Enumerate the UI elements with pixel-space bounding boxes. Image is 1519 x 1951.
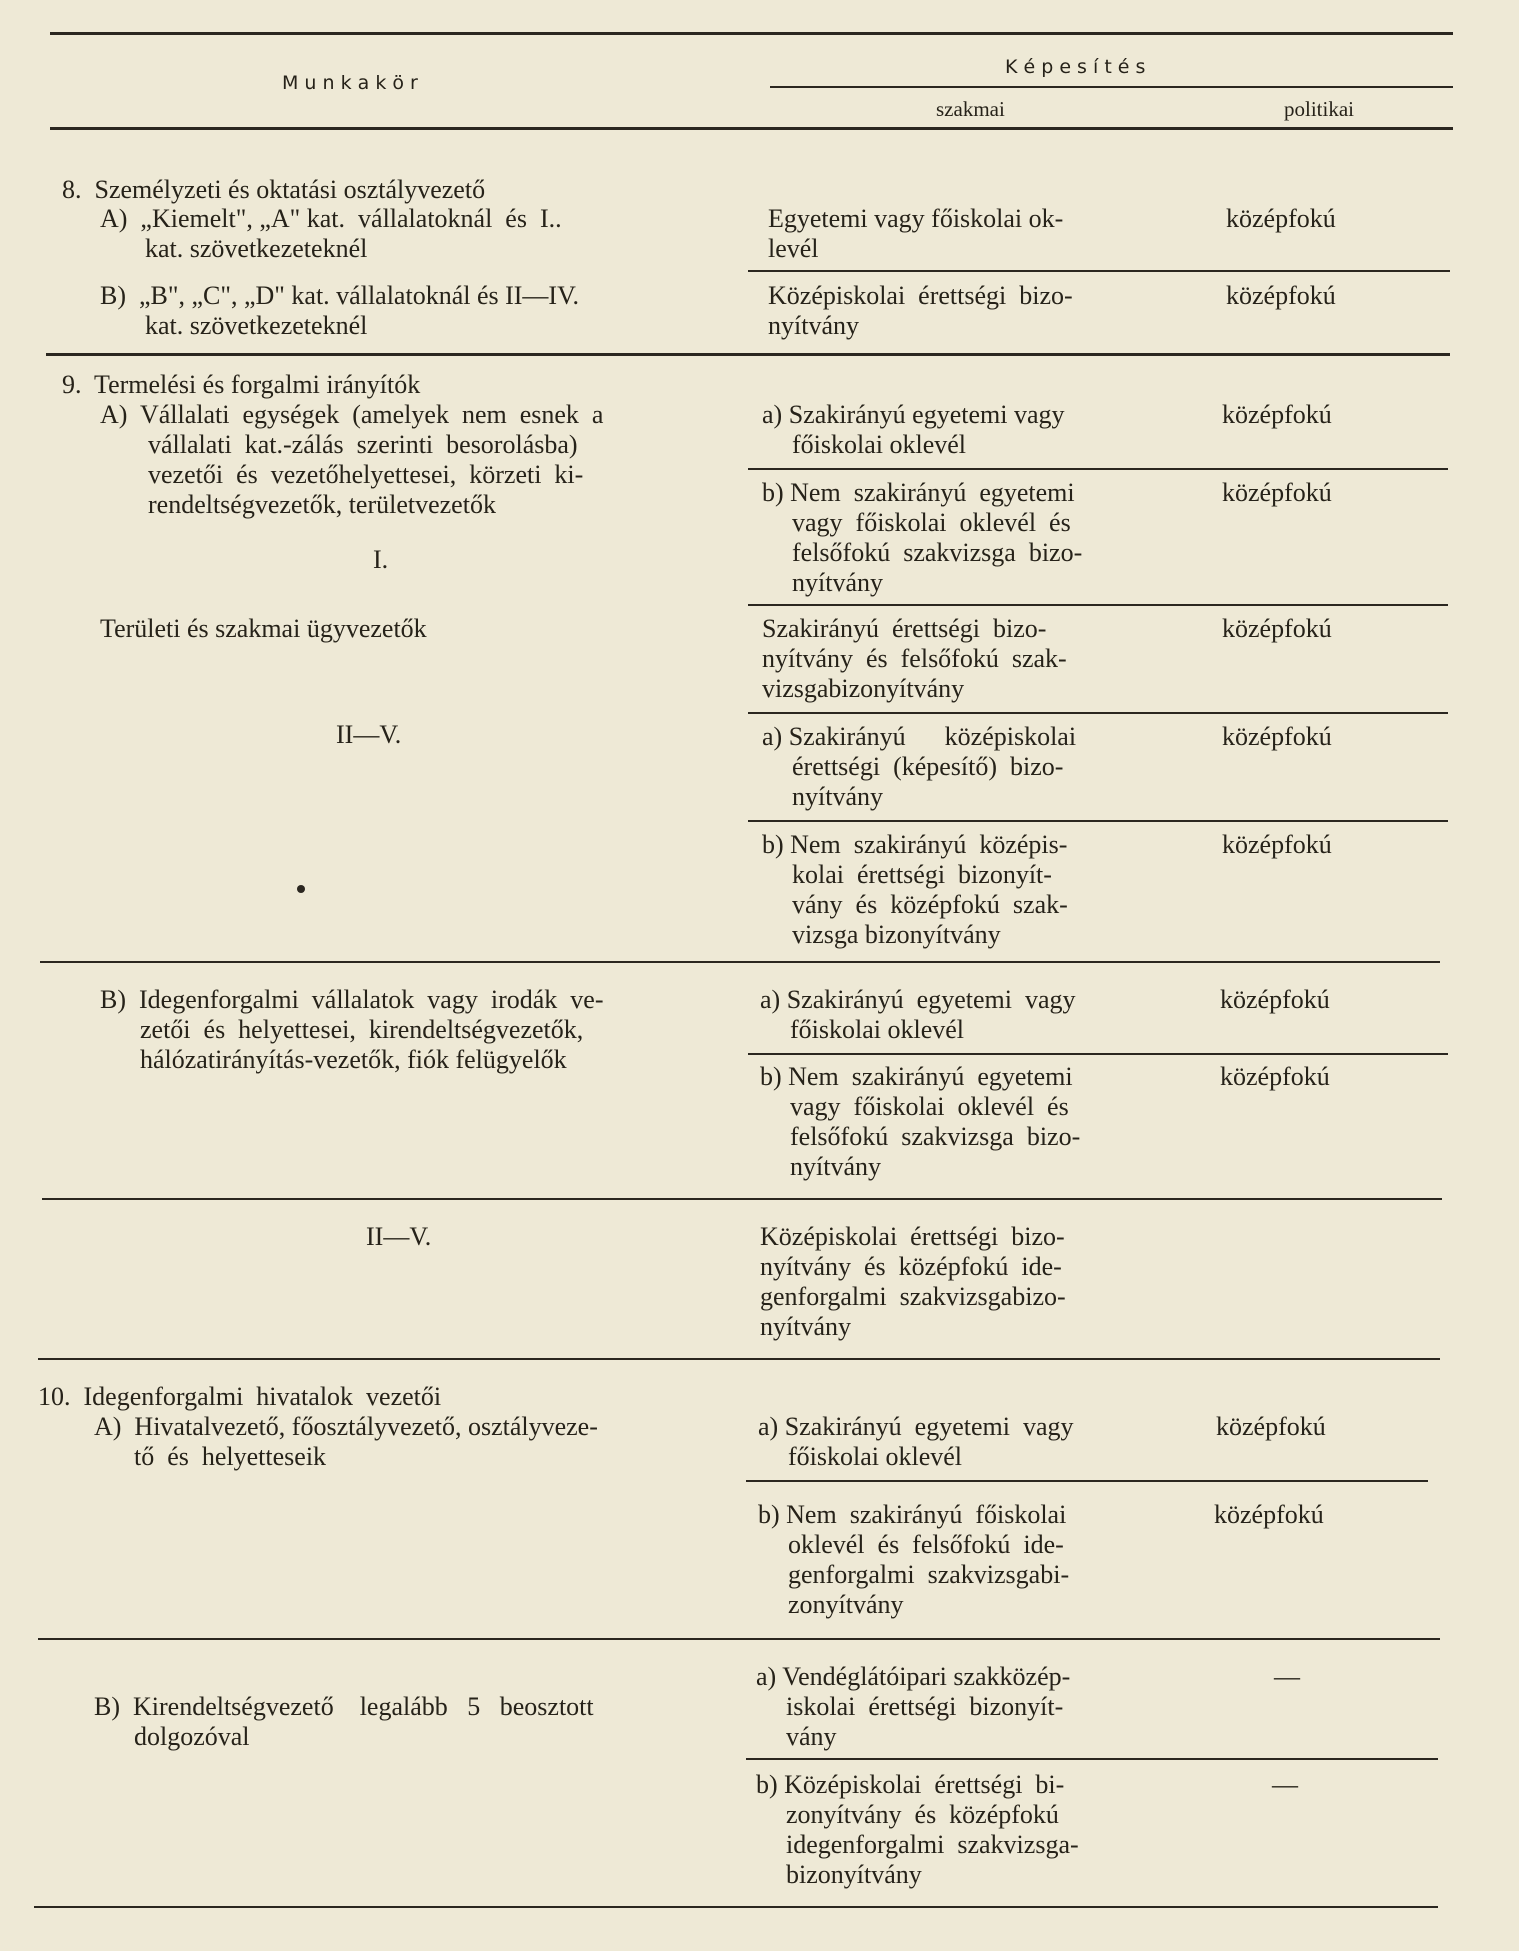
row10-a-line2: tő és helyetteseik: [134, 1442, 327, 1471]
row9-area-managers: Területi és szakmai ügyvezetők: [100, 614, 427, 643]
row8-b-szakmai-line2: nyítvány: [768, 311, 859, 340]
row10-s3-line3: vány: [786, 1722, 837, 1751]
row9-a-line3: vezetői és vezetőhelyettesei, körzeti ki-: [148, 460, 584, 489]
row10-bottom-rule: [34, 1906, 1438, 1908]
row8-b-line1: B) „B", „C", „D" kat. vállalatoknál és II—IV.: [100, 281, 580, 310]
row9-title: 9. Termelési és forgalmi irányítók: [62, 370, 421, 399]
ink-dot: [297, 885, 305, 893]
row9-p7: középfokú: [1220, 1062, 1330, 1091]
row10-s2-line2: oklevél és felsőfokú ide-: [788, 1530, 1064, 1559]
row8-bottom-rule: [46, 353, 1450, 356]
header-munkakor: M u n k a k ö r: [282, 72, 418, 94]
row8-title: 8. Személyzeti és oktatási osztályvezető: [62, 175, 486, 204]
row9-s3-line1: Szakirányú érettségi bizo-: [762, 614, 1047, 643]
row9-category-ii-v-2: II—V.: [366, 1222, 432, 1251]
row9-s8-line2: nyítvány és középfokú ide-: [760, 1252, 1062, 1281]
header-kepesites: K é p e s í t é s: [1005, 56, 1146, 78]
row8-inner-rule: [748, 270, 1450, 272]
row9-b-line3: hálózatirányítás-vezetők, fiók felügyelők: [140, 1045, 567, 1074]
row9-a-bottom-rule: [40, 961, 1440, 963]
row10-p2: középfokú: [1214, 1500, 1324, 1529]
row8-a-szakmai-line2: levél: [768, 234, 819, 263]
row9-s3-line3: vizsgabizonyítvány: [762, 674, 965, 703]
row9-s1-line1: a) Szakirányú egyetemi vagy: [762, 400, 1065, 429]
row8-a-szakmai-line1: Egyetemi vagy főiskolai ok-: [768, 204, 1064, 233]
row9-s8-line3: genforgalmi szakvizsgabizo-: [760, 1282, 1066, 1311]
row8-a-line2: kat. szövetkezeteknél: [145, 234, 368, 263]
row9-p1: középfokú: [1222, 400, 1332, 429]
row9-p6: középfokú: [1220, 985, 1330, 1014]
row10-p4: —: [1272, 1770, 1298, 1799]
row9-s3-line2: nyítvány és felsőfokú szak-: [762, 644, 1067, 673]
header-group-rule: [770, 86, 1453, 88]
row10-a-bottom-rule: [38, 1638, 1440, 1640]
row9-s5-line4: vizsga bizonyítvány: [792, 920, 1001, 949]
row9-bottom-rule: [38, 1358, 1440, 1360]
row10-p3: —: [1274, 1662, 1300, 1691]
row10-title: 10. Idegenforgalmi hivatalok vezetői: [38, 1382, 442, 1411]
row9-s4-line1: a) Szakirányú középiskolai: [762, 722, 1077, 751]
row9-rule-4: [748, 820, 1448, 822]
row9-rule-1: [748, 468, 1448, 470]
row9-p5: középfokú: [1222, 830, 1332, 859]
row9-rule-6: [748, 1053, 1448, 1055]
row10-s4-line1: b) Középiskolai érettségi bi-: [756, 1770, 1065, 1799]
row9-b-bottom-rule: [42, 1198, 1442, 1200]
row10-b-line2: dolgozóval: [134, 1722, 250, 1751]
row10-a-line1: A) Hivatalvezető, főosztályvezető, osztályveze-: [94, 1412, 598, 1441]
row10-s4-line3: idegenforgalmi szakvizsga-: [786, 1830, 1079, 1859]
row10-s1-line2: főiskolai oklevél: [788, 1442, 963, 1471]
row9-s2-line2: vagy főiskolai oklevél és: [792, 508, 1071, 537]
row9-s8-line4: nyítvány: [760, 1312, 851, 1341]
row9-s6-line1: a) Szakirányú egyetemi vagy: [760, 985, 1076, 1014]
row9-s2-line1: b) Nem szakirányú egyetemi: [762, 478, 1075, 507]
row9-s5-line1: b) Nem szakirányú középis-: [762, 830, 1068, 859]
row9-s7-line3: felsőfokú szakvizsga bizo-: [790, 1122, 1081, 1151]
row8-b-politikai: középfokú: [1226, 281, 1336, 310]
row10-s4-line4: bizonyítvány: [786, 1860, 922, 1889]
row9-rule-3: [748, 712, 1448, 714]
row9-s7-line1: b) Nem szakirányú egyetemi: [760, 1062, 1073, 1091]
row9-s5-line2: kolai érettségi bizonyít-: [792, 860, 1052, 889]
row9-s6-line2: főiskolai oklevél: [790, 1015, 965, 1044]
row10-rule-1: [746, 1480, 1428, 1482]
row9-p2: középfokú: [1222, 478, 1332, 507]
row9-s2-line3: felsőfokú szakvizsga bizo-: [792, 538, 1083, 567]
row10-s2-line3: genforgalmi szakvizsgabi-: [788, 1560, 1070, 1589]
row9-s2-line4: nyítvány: [792, 568, 883, 597]
row10-b-line1: B) Kirendeltségvezető legalább 5 beosztott: [94, 1692, 594, 1721]
row9-b-line1: B) Idegenforgalmi vállalatok vagy irodák ve-: [100, 985, 604, 1014]
row8-a-line1: A) „Kiemelt", „A" kat. vállalatoknál és I..: [100, 204, 562, 233]
row9-a-line1: A) Vállalati egységek (amelyek nem esnek a: [100, 400, 604, 429]
row9-a-line4: rendeltségvezetők, területvezetők: [148, 490, 496, 519]
row9-s4-line2: érettségi (képesítő) bizo-: [792, 752, 1064, 781]
row10-s3-line1: a) Vendéglátóipari szakközép-: [756, 1662, 1071, 1691]
row9-p3: középfokú: [1222, 614, 1332, 643]
row9-category-i: I.: [373, 545, 389, 574]
row9-s7-line2: vagy főiskolai oklevél és: [790, 1092, 1069, 1121]
row9-a-line2: vállalati kat.-zálás szerinti besorolásba): [148, 430, 578, 459]
row10-s1-line1: a) Szakirányú egyetemi vagy: [758, 1412, 1074, 1441]
row8-a-politikai: középfokú: [1226, 204, 1336, 233]
row10-rule-3: [746, 1758, 1438, 1760]
row9-category-ii-v: II—V.: [336, 720, 402, 749]
row9-p4: középfokú: [1222, 722, 1332, 751]
row9-rule-2: [748, 604, 1448, 606]
row9-s7-line4: nyítvány: [790, 1152, 881, 1181]
header-politikai: politikai: [1284, 97, 1354, 121]
header-bottom-rule: [50, 127, 1453, 130]
row10-s4-line2: zonyítvány és középfokú: [786, 1800, 1059, 1829]
row9-s1-line2: főiskolai oklevél: [792, 430, 967, 459]
header-top-rule: [50, 32, 1453, 35]
row10-p1: középfokú: [1216, 1412, 1326, 1441]
row8-b-szakmai-line1: Középiskolai érettségi bizo-: [768, 281, 1073, 310]
header-szakmai: szakmai: [936, 97, 1005, 121]
row9-b-line2: zetői és helyettesei, kirendeltségvezetők,: [140, 1015, 584, 1044]
row9-s5-line3: vány és középfokú szak-: [792, 890, 1068, 919]
row9-s8-line1: Középiskolai érettségi bizo-: [760, 1222, 1065, 1251]
row8-b-line2: kat. szövetkezeteknél: [145, 311, 368, 340]
row10-s2-line4: zonyítvány: [788, 1590, 904, 1619]
row10-s2-line1: b) Nem szakirányú főiskolai: [758, 1500, 1067, 1529]
row9-s4-line3: nyítvány: [792, 782, 883, 811]
row10-s3-line2: iskolai érettségi bizonyít-: [786, 1692, 1064, 1721]
